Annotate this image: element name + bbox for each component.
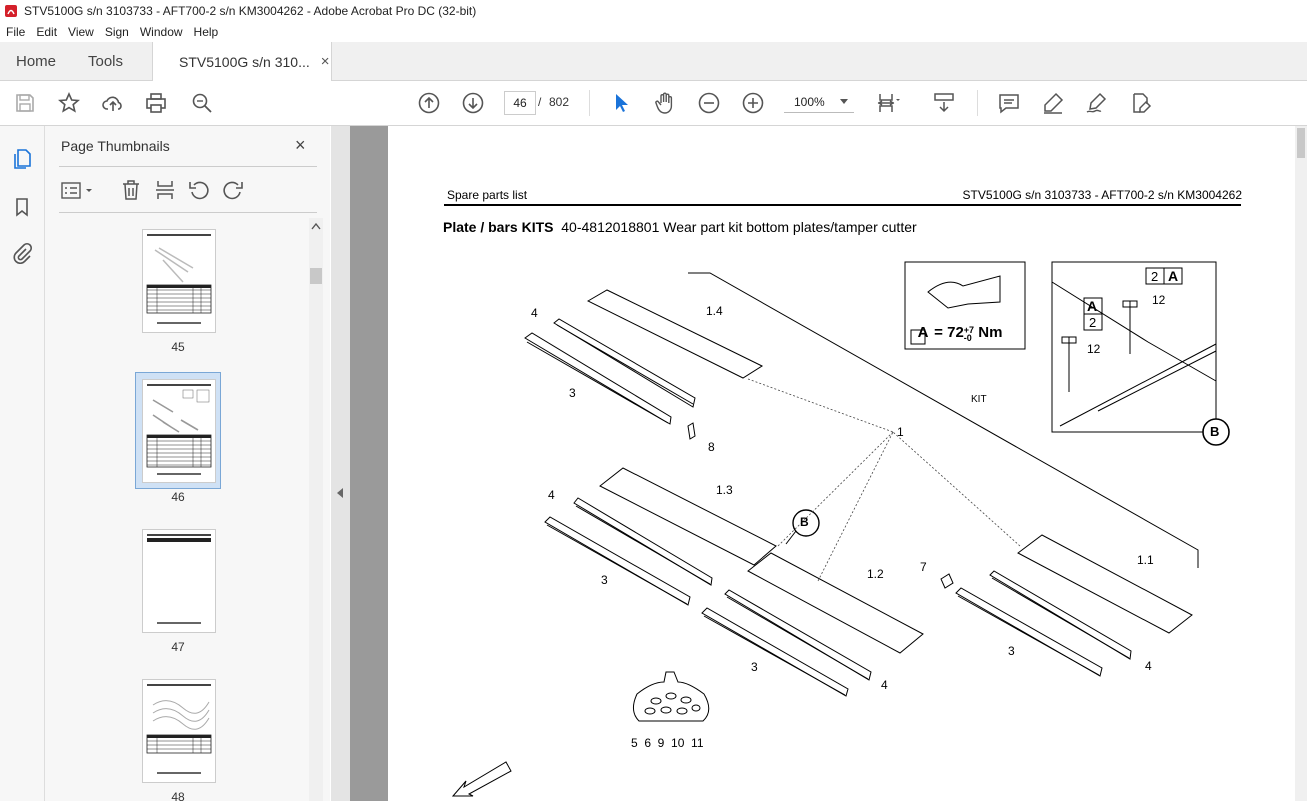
page-thumbnail-45[interactable] — [142, 229, 216, 333]
callout-label: 12 — [1152, 293, 1166, 307]
rotate-right-icon[interactable] — [222, 179, 244, 201]
heading-text: 40-4812018801 Wear part kit bottom plates/tamper cutter — [561, 219, 917, 235]
thumbnail-preview — [143, 530, 215, 632]
tab-bar — [0, 42, 1307, 81]
menu-sign[interactable]: Sign — [104, 25, 129, 39]
callout-label: 8 — [708, 440, 715, 454]
menu-bar — [0, 22, 1307, 42]
panel-collapse-handle[interactable] — [331, 126, 350, 801]
kit-contents-label: 5 6 9 10 11 — [631, 736, 704, 750]
callout-label: 3 — [569, 386, 576, 400]
left-rail — [0, 126, 45, 801]
chevron-down-icon[interactable] — [840, 99, 848, 104]
star-icon[interactable] — [57, 91, 81, 115]
select-cursor-icon[interactable] — [609, 91, 633, 115]
thumbnail-label: 45 — [171, 340, 185, 354]
thumbnail-label: 47 — [171, 640, 185, 654]
menu-window[interactable]: Window — [139, 25, 183, 39]
thumbnail-preview — [143, 680, 215, 782]
scroll-thumb[interactable] — [1297, 128, 1305, 158]
torque-unit: Nm — [978, 324, 1003, 341]
callout-label: 3 — [1008, 644, 1015, 658]
detail-box-label: 2 — [1089, 315, 1097, 330]
thumbnail-label: 46 — [171, 490, 185, 504]
print-icon[interactable] — [144, 91, 168, 115]
upload-cloud-icon[interactable] — [101, 91, 125, 115]
acrobat-icon — [4, 4, 18, 18]
parts-drawing — [388, 126, 1295, 801]
panel-divider — [59, 212, 317, 213]
scroll-up-icon[interactable] — [311, 222, 321, 230]
page-total: 802 — [549, 95, 570, 109]
callout-label: 4 — [531, 306, 538, 320]
menu-edit[interactable]: Edit — [36, 25, 58, 39]
tab-tools[interactable]: Tools — [88, 52, 124, 70]
callout-label: 1.1 — [1137, 553, 1154, 567]
header-left: Spare parts list — [447, 188, 528, 202]
callout-label: KIT — [971, 394, 987, 405]
menu-view[interactable]: View — [68, 25, 94, 39]
header-right: STV5100G s/n 3103733 - AFT700-2 s/n KM3004262 — [962, 188, 1242, 202]
page-number-input[interactable]: 46 — [504, 91, 536, 115]
close-panel-icon[interactable]: × — [295, 135, 306, 155]
title-bar — [0, 0, 1307, 22]
page-thumbnail-46[interactable] — [142, 379, 216, 483]
thumbnail-preview — [143, 230, 215, 332]
scroll-thumb[interactable] — [310, 268, 322, 284]
callout-label: B — [800, 515, 809, 529]
torque-spec — [916, 324, 1002, 342]
torque-ref-box: A — [917, 324, 929, 341]
highlight-pen-icon[interactable] — [1041, 91, 1065, 115]
heading-bold: Plate / bars KITS — [443, 219, 554, 235]
zoom-out-icon[interactable] — [697, 91, 721, 115]
delete-trash-icon[interactable] — [120, 179, 142, 201]
comment-icon[interactable] — [997, 91, 1021, 115]
thumbnail-label: 48 — [171, 790, 185, 804]
zoom-in-icon[interactable] — [741, 91, 765, 115]
options-menu-icon[interactable] — [61, 180, 95, 202]
callout-label: 4 — [1145, 659, 1152, 673]
tab-document-label: STV5100G s/n 310... — [179, 53, 310, 70]
menu-file[interactable]: File — [6, 25, 26, 39]
toolbar-divider — [589, 90, 590, 116]
save-icon[interactable] — [13, 91, 37, 115]
close-tab-icon[interactable]: × — [320, 53, 330, 70]
detail-box-label: A — [1087, 298, 1098, 314]
tab-document[interactable] — [152, 42, 332, 81]
callout-label: 12 — [1087, 342, 1101, 356]
bookmark-icon[interactable] — [11, 196, 33, 218]
page-separator: / — [538, 95, 542, 109]
window-title: STV5100G s/n 3103733 - AFT700-2 s/n KM3004262 - Adobe Acrobat Pro DC (32-bit) — [24, 4, 477, 18]
scroll-mode-icon[interactable] — [932, 91, 956, 115]
toolbar — [0, 81, 1307, 126]
sign-pen-icon[interactable] — [1085, 91, 1109, 115]
zoom-search-icon[interactable] — [190, 91, 214, 115]
callout-label: 3 — [601, 573, 608, 587]
callout-label: 1 — [897, 425, 904, 439]
torque-minus: -0 — [963, 333, 972, 343]
hand-tool-icon[interactable] — [653, 91, 677, 115]
extract-pages-icon[interactable] — [154, 179, 176, 201]
page-thumbnail-47[interactable] — [142, 529, 216, 633]
callout-label: 1.3 — [716, 483, 733, 497]
callout-label: 1.2 — [867, 567, 884, 581]
document-scrollbar[interactable] — [1295, 126, 1307, 801]
callout-label: 4 — [881, 678, 888, 692]
thumbnail-scrollbar[interactable] — [309, 218, 323, 801]
panel-title: Page Thumbnails — [61, 138, 170, 154]
toolbar-divider — [977, 90, 978, 116]
torque-plus: +7 — [963, 325, 975, 335]
page-up-icon[interactable] — [417, 91, 441, 115]
zoom-value: 100% — [794, 94, 825, 109]
page-down-icon[interactable] — [461, 91, 485, 115]
torque-value: = 72 — [934, 324, 964, 341]
edit-pdf-icon[interactable] — [1129, 91, 1153, 115]
attachment-icon[interactable] — [11, 242, 33, 264]
panel-divider — [59, 166, 317, 167]
fit-page-icon[interactable] — [876, 91, 900, 115]
callout-label: 7 — [920, 560, 927, 574]
detail-box-label: 2 — [1151, 269, 1159, 284]
page-thumbnails-icon[interactable] — [11, 148, 33, 170]
detail-box-label: A — [1168, 268, 1179, 284]
collapse-left-icon[interactable] — [337, 488, 343, 498]
page-thumbnail-48[interactable] — [142, 679, 216, 783]
detail-b-label: B — [1210, 424, 1220, 439]
page-thumbnails-panel — [45, 126, 330, 804]
thumbnail-toolbar — [45, 174, 330, 212]
menu-help[interactable]: Help — [193, 25, 219, 39]
tab-home[interactable]: Home — [16, 52, 57, 70]
callout-label: 4 — [548, 488, 555, 502]
callout-label: 3 — [751, 660, 758, 674]
thumbnail-preview — [143, 380, 215, 482]
callout-label: 1.4 — [706, 304, 723, 318]
pdf-page — [388, 126, 1295, 801]
torque-tolerance — [964, 326, 974, 342]
rotate-left-icon[interactable] — [188, 179, 210, 201]
